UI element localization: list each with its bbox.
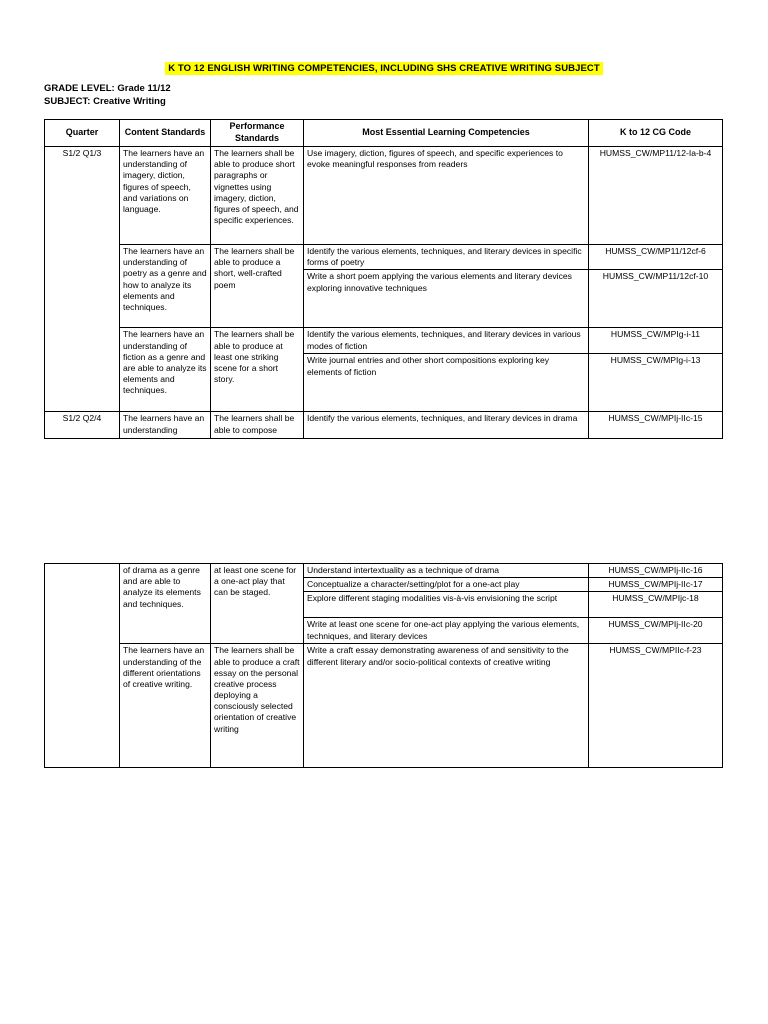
subject-line: SUBJECT: Creative Writing [44, 96, 166, 107]
table-row [45, 328, 723, 354]
title-block [0, 58, 768, 76]
quarter-cell-empty [45, 564, 120, 768]
competency-cell: Write journal entries and other short compositions exploring key elements of fiction [304, 354, 589, 412]
header-quarter: Quarter [45, 120, 120, 147]
competencies-table-1 [44, 119, 723, 439]
competency-cell: Conceptualize a character/setting/plot for a one-act play [304, 578, 589, 592]
code-cell: HUMSS_CW/MPIj-IIc-15 [589, 412, 723, 439]
performance-standard-cell: The learners shall be able to produce a short, well-crafted poem [211, 245, 304, 328]
code-cell: HUMSS_CW/MP11/12cf-10 [589, 270, 723, 328]
performance-standard-cell: at least one scene for a one-act play that can be staged. [211, 564, 304, 644]
code-cell: HUMSS_CW/MPIj-IIc-16 [589, 564, 723, 578]
competency-cell: Identify the various elements, techniques, and literary devices in specific forms of poetry [304, 245, 589, 270]
performance-standard-cell: The learners shall be able to compose [211, 412, 304, 439]
competency-cell: Understand intertextuality as a technique of drama [304, 564, 589, 578]
header-content-standards: Content Standards [120, 120, 211, 147]
competency-cell: Explore different staging modalities vis-à-vis envisioning the script [304, 592, 589, 618]
performance-standard-cell: The learners shall be able to produce short paragraphs or vignettes using imagery, diction, figures of speech, and specific experiences. [211, 147, 304, 245]
table-row [45, 245, 723, 270]
content-standard-cell: The learners have an understanding [120, 412, 211, 439]
header-cg-code: K to 12 CG Code [589, 120, 723, 147]
competencies-table-2 [44, 563, 723, 768]
table-row [45, 644, 723, 768]
content-standard-cell: The learners have an understanding of poetry as a genre and how to analyze its elements and techniques. [120, 245, 211, 328]
competency-cell: Use imagery, diction, figures of speech, and specific experiences to evoke meaningful responses from readers [304, 147, 589, 245]
performance-standard-cell: The learners shall be able to produce a craft essay on the personal creative process deploying a consciously selected orientation of creative writing [211, 644, 304, 768]
code-cell: HUMSS_CW/MPIg-i-13 [589, 354, 723, 412]
competency-cell: Identify the various elements, techniques, and literary devices in various modes of fiction [304, 328, 589, 354]
content-standard-cell: The learners have an understanding of fiction as a genre and are able to analyze its elements and techniques. [120, 328, 211, 412]
table-row [45, 147, 723, 245]
quarter-cell: S1/2 Q1/3 [45, 147, 120, 412]
header-row [45, 120, 723, 147]
content-standard-cell: The learners have an understanding of imagery, diction, figures of speech, and variations on language. [120, 147, 211, 245]
competency-cell: Write a short poem applying the various elements and literary devices exploring innovative techniques [304, 270, 589, 328]
code-cell: HUMSS_CW/MPIj-IIc-17 [589, 578, 723, 592]
competency-cell: Write at least one scene for one-act play applying the various elements, techniques, and literary devices [304, 618, 589, 644]
code-cell: HUMSS_CW/MP11/12-Ia-b-4 [589, 147, 723, 245]
table-row [45, 564, 723, 578]
document-title: K TO 12 ENGLISH WRITING COMPETENCIES, INCLUDING SHS CREATIVE WRITING SUBJECT [165, 62, 603, 75]
table-row [45, 412, 723, 439]
code-cell: HUMSS_CW/MPIj-IIc-20 [589, 618, 723, 644]
code-cell: HUMSS_CW/MPIIc-f-23 [589, 644, 723, 768]
code-cell: HUMSS_CW/MPIg-i-11 [589, 328, 723, 354]
performance-standard-cell: The learners shall be able to produce at least one striking scene for a short story. [211, 328, 304, 412]
header-melc: Most Essential Learning Competencies [304, 120, 589, 147]
code-cell: HUMSS_CW/MPIjc-18 [589, 592, 723, 618]
content-standard-cell: of drama as a genre and are able to analyze its elements and techniques. [120, 564, 211, 644]
code-cell: HUMSS_CW/MP11/12cf-6 [589, 245, 723, 270]
grade-level: GRADE LEVEL: Grade 11/12 [44, 83, 171, 94]
quarter-cell: S1/2 Q2/4 [45, 412, 120, 439]
content-standard-cell: The learners have an understanding of the different orientations of creative writing. [120, 644, 211, 768]
header-performance-standards: Performance Standards [211, 120, 304, 147]
competency-cell: Write a craft essay demonstrating awareness of and sensitivity to the different literary and/or socio-political contexts of creative writing [304, 644, 589, 768]
competency-cell: Identify the various elements, techniques, and literary devices in drama [304, 412, 589, 439]
